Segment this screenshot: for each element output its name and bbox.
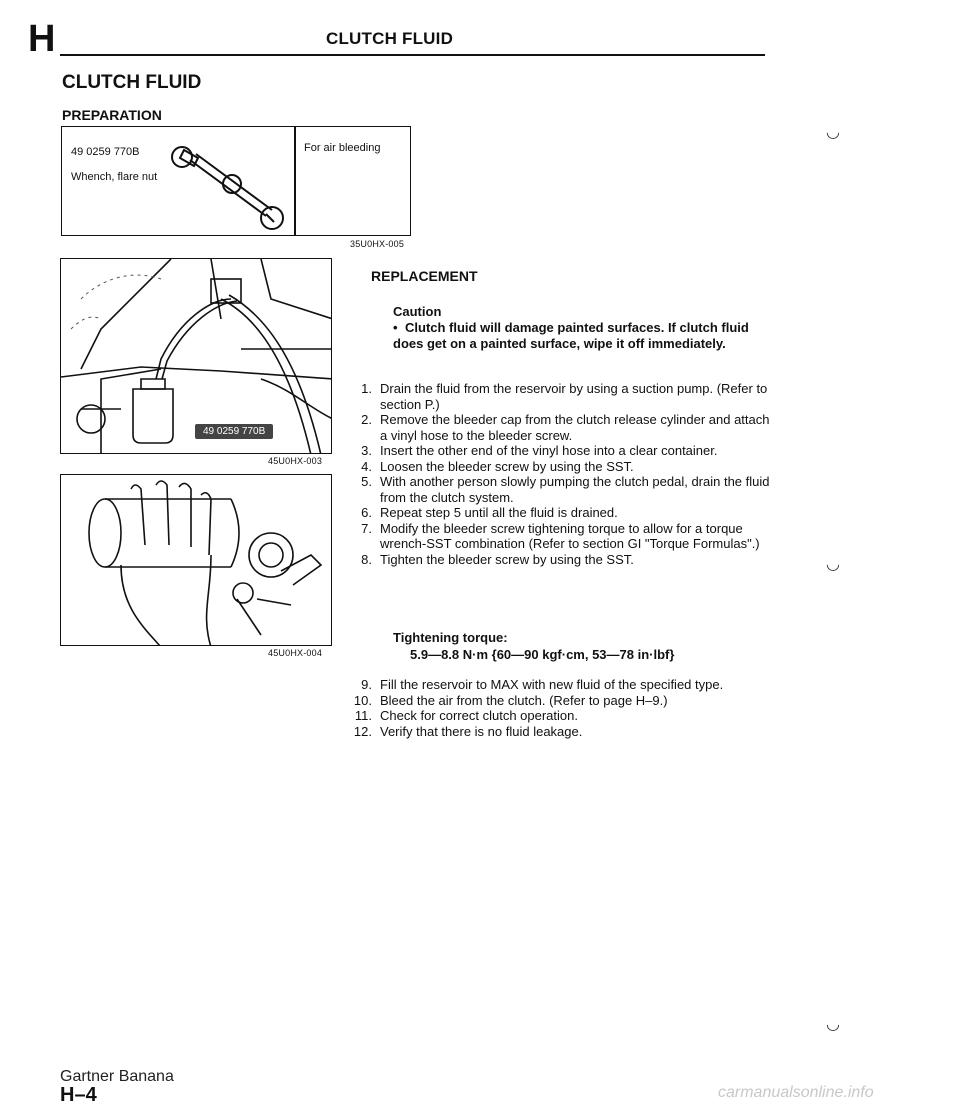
tool-code: 49 0259 770B <box>71 146 140 158</box>
bleeder-screw-illustration <box>61 475 332 646</box>
procedure-steps <box>340 381 770 567</box>
step-number: 4. <box>361 458 372 474</box>
procedure-step <box>340 412 770 443</box>
step-number: 6. <box>361 505 372 520</box>
procedure-step <box>340 677 770 693</box>
step-text: Check for correct clutch operation. <box>380 708 578 723</box>
header-title: CLUTCH FLUID <box>326 29 454 48</box>
caution-text <box>393 320 765 352</box>
step-text: Verify that there is no fluid leakage. <box>380 723 583 739</box>
preparation-figure-code: 35U0HX-005 <box>350 239 405 249</box>
procedure-step <box>340 505 770 521</box>
step-number: 8. <box>361 551 372 567</box>
step-number: 7. <box>361 520 372 536</box>
caution-title: Caution <box>393 304 442 319</box>
step-text: Modify the bleeder screw tightening torque to allow for a torque wrench-SST combination (Refer to section GI "Torque Formulas".) <box>380 520 760 551</box>
step-text: Repeat step 5 until all the fluid is drained. <box>380 505 618 520</box>
bullet-icon: • <box>393 320 398 335</box>
step-text: Loosen the bleeder screw by using the SST. <box>380 458 634 474</box>
step-text: Insert the other end of the vinyl hose into a clear container. <box>380 443 718 458</box>
step-number: 12. <box>353 723 372 739</box>
figure-bleeder-screw <box>60 474 332 646</box>
procedure-step <box>340 459 770 475</box>
procedure-step <box>340 708 770 724</box>
torque-title: Tightening torque: <box>393 630 508 645</box>
step-number: 9. <box>361 677 372 692</box>
page-heading: CLUTCH FLUID <box>62 72 202 93</box>
preparation-heading: PREPARATION <box>62 107 162 123</box>
tool-name: Whench, flare nut <box>71 171 158 183</box>
step-text: Drain the fluid from the reservoir by using a suction pump. (Refer to section P.) <box>380 381 768 412</box>
footer-text: Gartner Banana <box>60 1068 174 1085</box>
replacement-heading: REPLACEMENT <box>371 268 478 284</box>
procedure-step <box>340 693 770 709</box>
sst-callout-label: 49 0259 770B <box>195 424 273 439</box>
step-number: 10. <box>353 692 372 708</box>
watermark: carmanualsonline.info <box>718 1084 874 1101</box>
step-text: With another person slowly pumping the clutch pedal, drain the fluid from the clutch system. <box>380 474 770 505</box>
margin-mark: ◡ <box>826 1016 840 1033</box>
procedure-step <box>340 521 770 552</box>
step-text: Remove the bleeder cap from the clutch release cylinder and attach a vinyl hose to the bleeder screw. <box>380 412 770 443</box>
procedure-steps-continued <box>340 677 770 739</box>
figure2-code: 45U0HX-004 <box>268 648 323 658</box>
step-number: 11. <box>354 708 372 723</box>
step-number: 2. <box>361 412 372 427</box>
flare-nut-wrench-icon <box>166 140 288 232</box>
tool-use: For air bleeding <box>304 142 381 154</box>
procedure-step <box>340 381 770 412</box>
preparation-table-divider <box>294 126 296 236</box>
step-text: Tighten the bleeder screw by using the SST. <box>380 551 634 567</box>
torque-value: 5.9—8.8 N·m {60—90 kgf·cm, 53—78 in·lbf} <box>410 647 675 662</box>
margin-mark: ◡ <box>826 124 840 141</box>
step-text: Fill the reservoir to MAX with new fluid of the specified type. <box>380 677 724 692</box>
step-text: Bleed the air from the clutch. (Refer to page H–9.) <box>380 692 668 708</box>
caution-body: Clutch fluid will damage painted surfaces. If clutch fluid does get on a painted surface, wipe it off immediately. <box>393 320 749 351</box>
procedure-step <box>340 474 770 505</box>
section-letter: H <box>28 18 56 60</box>
figure1-code: 45U0HX-003 <box>268 456 323 466</box>
step-number: 5. <box>361 474 372 489</box>
procedure-step <box>340 552 770 568</box>
page-number: H–4 <box>60 1084 97 1106</box>
header-rule <box>60 54 765 56</box>
procedure-step <box>340 724 770 740</box>
step-number: 1. <box>361 381 372 396</box>
margin-mark: ◡ <box>826 556 840 573</box>
step-number: 3. <box>361 443 372 458</box>
procedure-step <box>340 443 770 459</box>
